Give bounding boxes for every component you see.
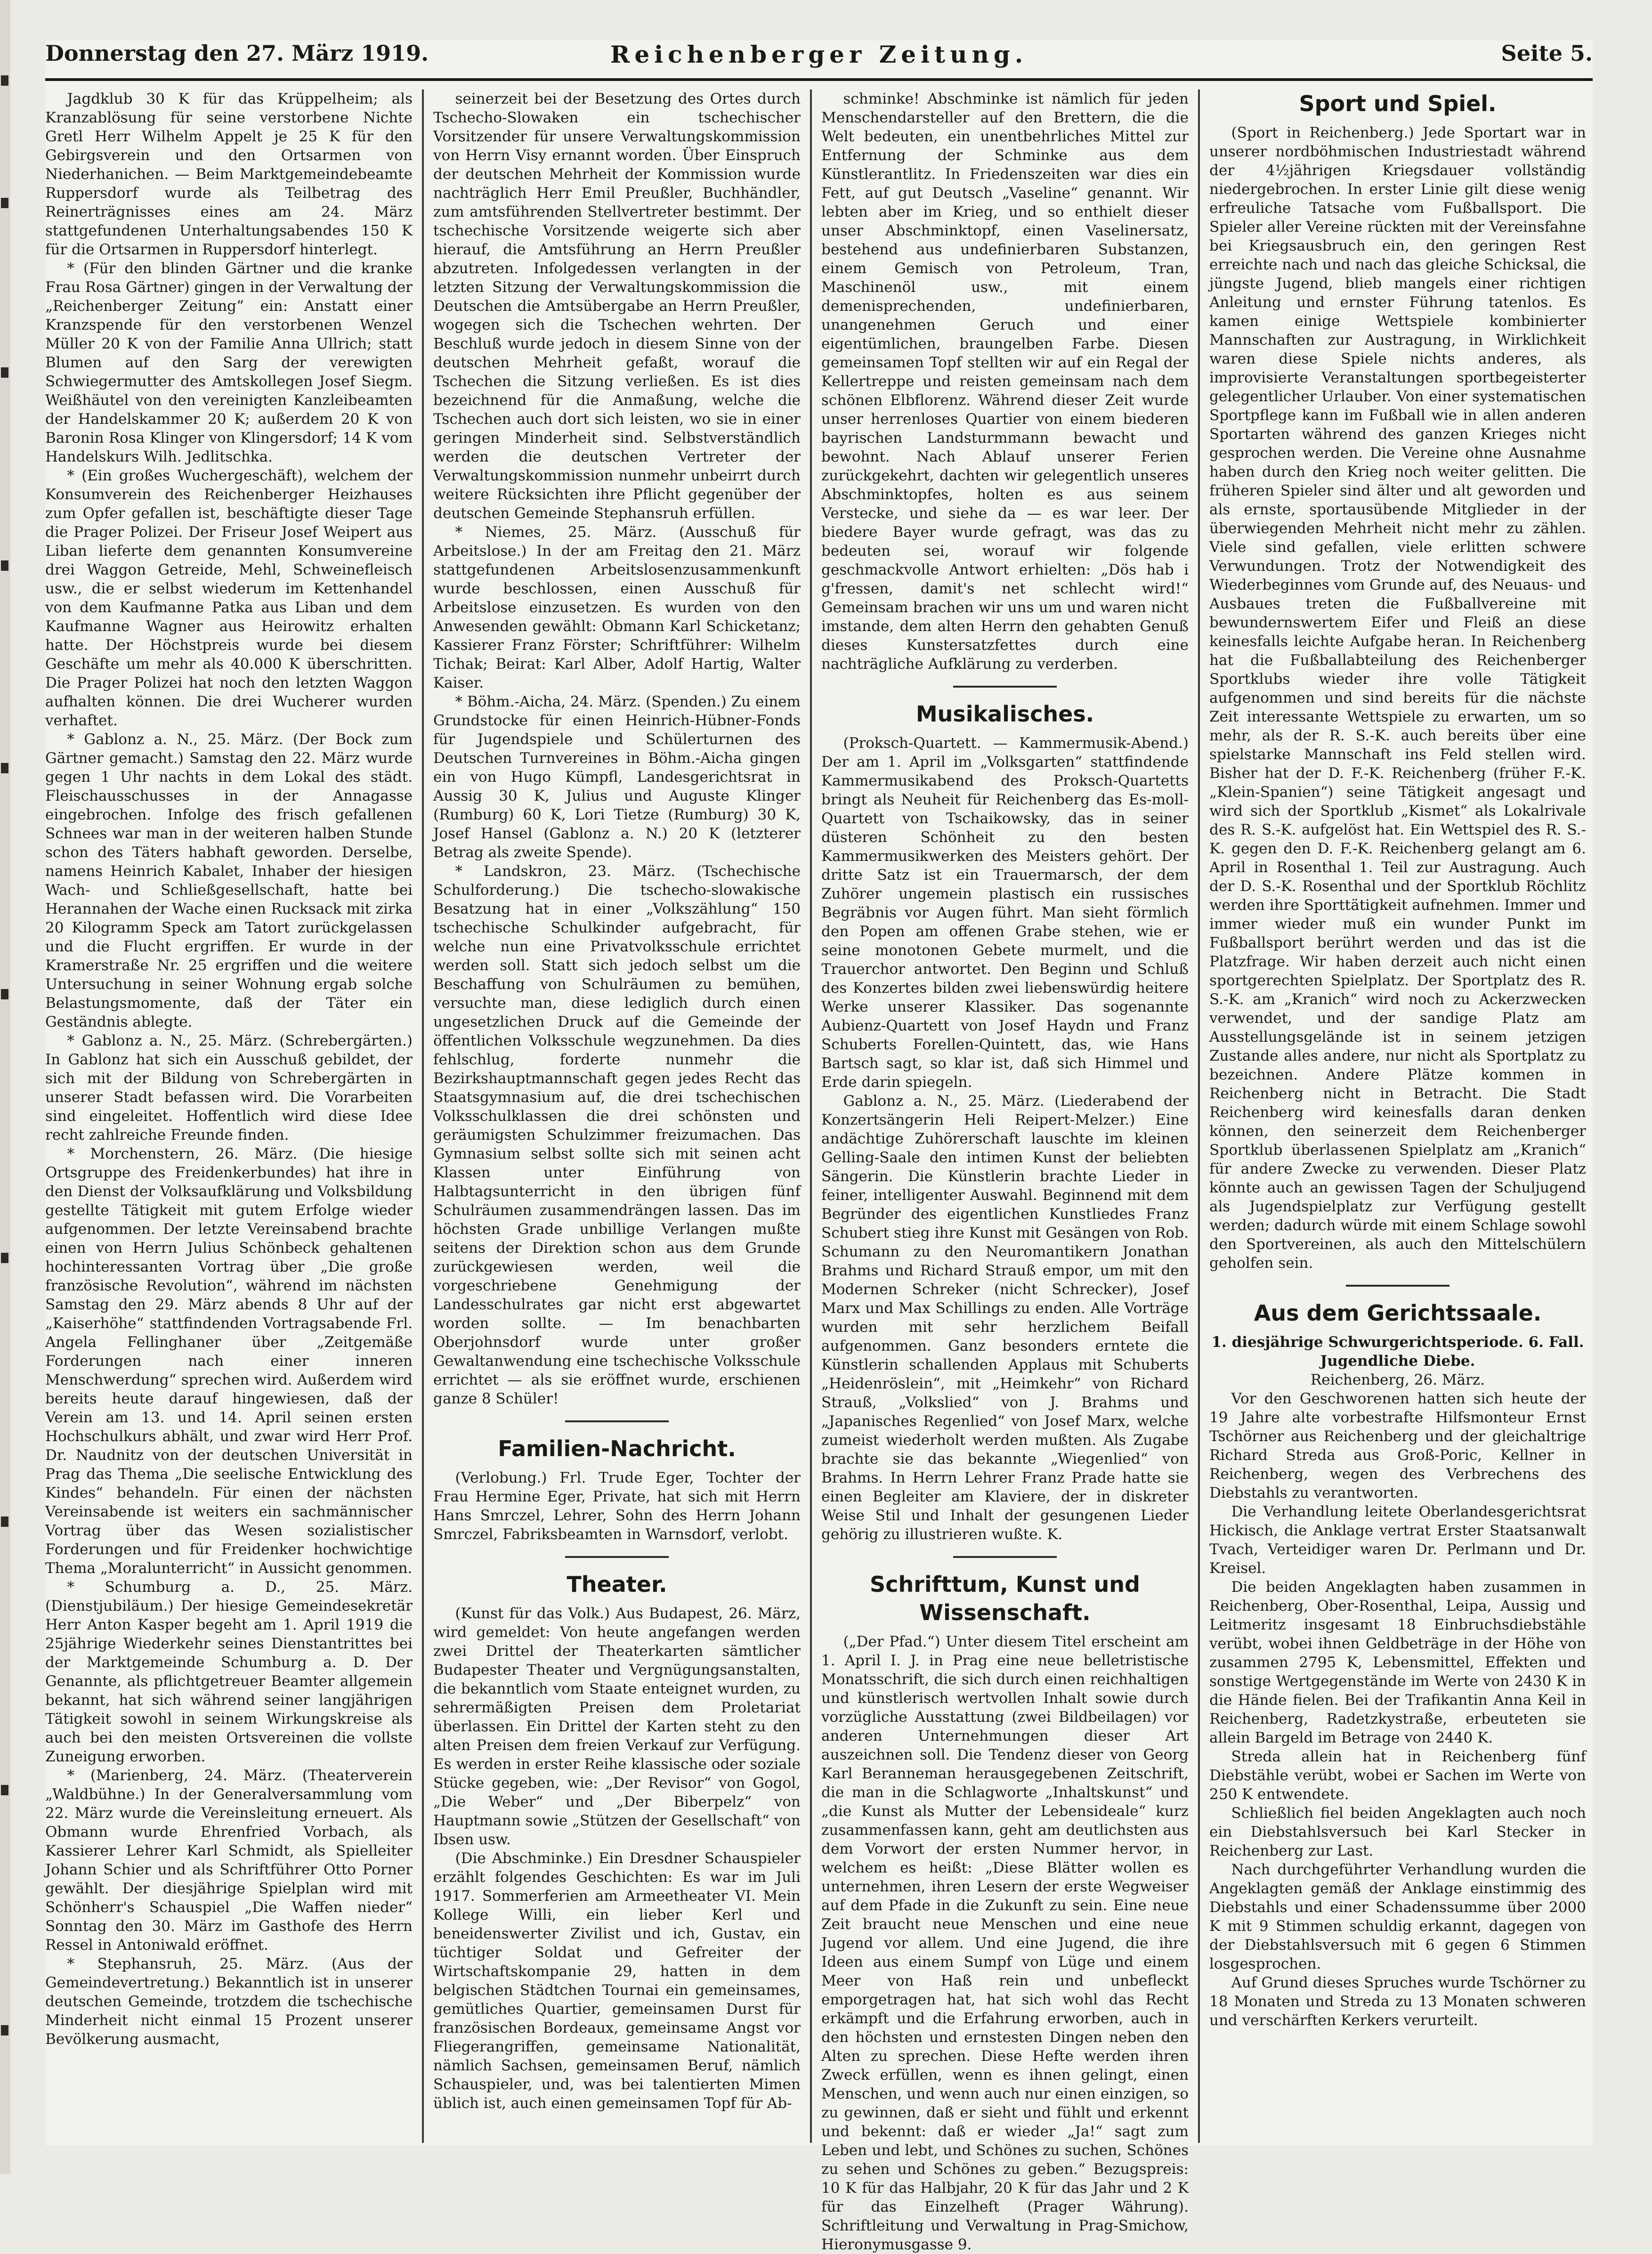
court-dateline: Reichenberg, 26. März. [1310,1371,1485,1388]
column-rule [810,89,812,2143]
article-paragraph: (Proksch-Quartett. — Kammermusik-Abend.) Der am 1. April im „Volksgarten“ stattfindende Kammermusikabend des Proksch-Quartetts bringt als Neuheit für Reichenberg das Es-moll-Quartett von Tschaikowsky, das in seiner düsteren Schönheit zu den besten Kammermusikwerken des Meisters gehört. Der dritte Satz ist ein Trauermarsch, der dem Zuhörer ungemein plastisch ein russisches Begräbnis vor Augen führt. Man sieht förmlich den Popen am offenen Grabe stehen, wie er seine monotonen Gebete murmelt, und die Trauerchor antwortet. Den Beginn und Schluß des Konzertes bilden zwei liebenswürdig heitere Werke unserer Klassiker. Das sogenannte Aubienz-Quartett von Josef Haydn und Franz Schuberts Forellen-Quintett, das, wie Hans Bartsch sagt, so klar ist, daß sich Himmel und Erde darin spiegeln. [821,735,1189,1091]
article-paragraph: Jagdklub 30 K für das Krüppelheim; als Kranzablösung für seine verstorbene Nichte Gretl Herr Wilhelm Appelt je 25 K für den Gebirgsverein und den Ortsarmen von Niederhanichen. — Beim Marktgemeindebeamte Ruppersdorf wurde als Teilbetrag des Reinerträgnisses eines am 24. März stattgefundenen Unterhaltungsabendes 150 K für die Ortsarmen in Ruppersdorf hinterlegt. [45,90,413,258]
article-paragraph: Nach durchgeführter Verhandlung wurden die Angeklagten gemäß der Anklage einstimmig des Diebstahls und einer Schadenssumme über 2000 K mit 9 Stimmen schuldig erkannt, dagegen von der Diebstahlsversuch mit 6 gegen 6 Stimmen losgesprochen. [1209,1861,1586,1972]
article-paragraph: Streda allein hat in Reichenberg fünf Diebstähle verübt, wobei er Sachen im Werte von 250 K entwendete. [1209,1748,1586,1803]
article-paragraph: * Gablonz a. N., 25. März. (Schrebergärten.) In Gablonz hat sich ein Ausschuß gebildet, der sich mit der Bildung von Schrebergärten in unserer Stadt befassen wird. Die Vorarbeiten sind eingeleitet. Hoffentlich wird diese Idee recht zahlreiche Freunde finden. [45,1032,413,1143]
court-case-title: Jugendliche Diebe. [1320,1353,1475,1370]
page-header [45,41,1593,81]
article-paragraph: * Gablonz a. N., 25. März. (Der Bock zum Gärtner gemacht.) Samstag den 22. März wurde gegen 1 Uhr nachts in dem Lokal des städt. Fleischausschusses in der Annagasse eingebrochen. Infolge des frisch gefallenen Schnees war man in der weiteren halben Stunde schon des Täters habhaft geworden. Derselbe, namens Heinrich Kabalet, Inhaber der hiesigen Wach- und Schließgesellschaft, hatte bei Herannahen der Wache einen Rucksack mit zirka 20 Kilogramm Speck am Tatort zurückgelassen und die Flucht ergriffen. Er wurde in der Kramerstraße Nr. 25 ergriffen und die weitere Untersuchung in seiner Wohnung ergab solche Belastungsmomente, daß der Täter ein Geständnis ablegte. [45,731,413,1030]
section-separator [1346,1285,1450,1287]
section-separator [953,686,1057,688]
article-paragraph: * Niemes, 25. März. (Ausschuß für Arbeitslose.) In der am Freitag den 21. März stattgefundenen Arbeitslosenzusammenkunft wurde beschlossen, einen Ausschuß für Arbeitslose einzusetzen. Es wurden von den Anwesenden gewählt: Obmann Karl Schicketanz; Kassierer Franz Förster; Schriftführer: Wilhelm Tichak; Beirat: Karl Alber, Adolf Hartig, Walter Kaiser. [433,524,801,691]
section-heading-literature: Schrifttum, Kunst und Wissenschaft. [870,1572,1140,1625]
section-separator [565,1556,669,1558]
column-rule [1198,89,1200,2143]
article-paragraph: * Schumburg a. D., 25. März. (Dienstjubiläum.) Der hiesige Gemeindesekretär Herr Anton Kasper begeht am 1. April 1919 die 25jährige Wiederkehr seines Dienstantrittes bei der Marktgemeinde Schumburg a. D. Der Genannte, als pflichtgetreuer Beamter allgemein bekannt, hat sich während seiner langjährigen Tätigkeit sowohl in seinem Wirkungskreise als auch bei den meisten Ortsvereinen die vollste Zuneigung erworben. [45,1579,413,1765]
article-paragraph: („Der Pfad.“) Unter diesem Titel erscheint am 1. April I. J. in Prag eine neue belletristische Monatsschrift, die sich durch einen reichhaltigen und künstlerisch wertvollen Inhalt sowie durch vorzügliche Ausstattung (zwei Bildbeilagen) vor anderen Unternehmungen dieser Art auszeichnen soll. Die Tendenz dieser von Georg Karl Beranneman herausgegebenen Zeitschrift, die man in die Schlagworte „Inhaltskunst“ und „die Kunst als Mutter der Lebensideale“ kurz zusammenfassen kann, geht am deutlichsten aus dem Vorwort der ersten Nummer hervor, in welchem es heißt: „Diese Blätter wollen es unternehmen, ihren Lesern der erste Wegweiser auf dem Pfade in die Zukunft zu sein. Eine neue Zeit braucht neue Menschen und eine neue Jugend vor allem. Und eine Jugend, die ihre Ideen aus einem Sumpf von Lüge und einem Meer von Haß rein und unbefleckt emporgetragen hat, hat sich wohl das Recht erkämpft und die Erfahrung erworben, auch in den höchsten und ernstesten Dingen neben den Alten zu sprechen. Diese Hefte werden ihren Zweck erfüllen, wenn es ihnen gelingt, einen Menschen, und wenn auch nur einen einzigen, so zu gewinnen, daß er sieht und fühlt und erkennt und bekennt: daß er wieder „Ja!“ sagt zum Leben und lebt, und Schönes zu suchen, Schönes zu sehen und Schönes zu geben.“ Bezugspreis: 10 K für das Halbjahr, 20 K für das Jahr und 2 K für das Einzelheft (Prager Währung). Schriftleitung und Verwaltung in Prag-Smichow, Hieronymusgasse 9. [821,1633,1189,2253]
section-heading-court: Aus dem Gerichtssaale. [1254,1300,1542,1326]
court-session-line: 1. diesjährige Schwurgerichtsperiode. 6. Fall. [1211,1334,1584,1351]
section-separator [953,1556,1057,1558]
article-paragraph: * (Ein großes Wuchergeschäft), welchem der Konsumverein des Reichenberger Heizhauses zum Opfer gefallen ist, beschäftigte dieser Tage die Prager Polizei. Der Friseur Josef Weipert aus Liban lieferte dem genannten Konsumvereine drei Waggon Getreide, Mehl, Schweinefleisch usw., die er selbst wiederum im Kettenhandel von dem Kaufmanne Patka aus Liban und dem Kaufmanne Wagner aus Heirowitz erhalten hatte. Der Höchstpreis wurde bei diesem Geschäfte um mehr als 40.000 K überschritten. Die Prager Polizei hat noch den letzten Waggon aufhalten können. Die drei Wucherer wurden verhaftet. [45,467,413,729]
column-3 [821,89,1189,2253]
article-paragraph: schminke! Abschminke ist nämlich für jeden Menschendarsteller auf den Brettern, die die Welt bedeuten, ein unentbehrliches Mittel zur Entfernung der Schminke aus dem Künstlerantlitz. In Friedenszeiten war dies ein Fett, auf gut Deutsch „Vaseline“ genannt. Wir lebten aber im Krieg, und so enthielt dieser unser Abschminktopf, einen Vaselinersatz, bestehend aus undefinierbaren Substanzen, einem Gemisch von Petroleum, Tran, Maschinenöl usw., mit einem demenisprechenden, undefinierbaren, unangenehmen Geruch und einer eigentümlichen, braungelben Farbe. Diesen gemeinsamen Topf stellten wir auf ein Regal der Kellertreppe und reisten gemeinsam nach dem schönen Elbflorenz. Während dieser Zeit wurde unser herrenloses Quartier von einem biederen bayrischen Landsturmmann bewacht und bewohnt. Nach Ablauf unserer Ferien zurückgekehrt, dachten wir gelegentlich unseres Abschminktopfes, holten es aus seinem Verstecke, und siehe da — es war leer. Der biedere Bayer wurde gefragt, was das zu bedeuten sei, worauf wir folgende geschmackvolle Antwort erhielten: „Dös hab i g'fressen, damit's net schlecht wird!“ Gemeinsam brachen wir uns um und waren nicht imstande, dem alten Herrn den gehabten Genuß dieses Kunstersatzfettes durch eine nachträgliche Aufklärung zu verderben. [821,90,1189,673]
article-paragraph: (Sport in Reichenberg.) Jede Sportart war in unserer nordböhmischen Industriestadt während der 4½jährigen Kriegsdauer vollständig niedergebrochen. In erster Linie gilt diese wenig erfreuliche Tatsache vom Fußballsport. Die Spieler aller Vereine rückten mit der Vereinsfahne bei Kriegsausbruch ein, den geringen Rest erreichte nach und nach das gleiche Schicksal, die jüngste Jugend, blieb mangels einer richtigen Anleitung und ernster Führung tatenlos. Es kamen einige Wettspiele kombinierter Mannschaften zur Austragung, in Wirklichkeit waren diese Spiele nichts anderes, als improvisierte Veranstaltungen sportbegeisterter gelegentlicher Urlauber. Von einer systematischen Sportpflege kann im Fußball wie in allen anderen Sportarten während des ganzen Krieges nicht gesprochen werden. Die Vereine ohne Ausnahme haben durch den Krieg noch weiter gelitten. Die früheren Spieler sind älter und alt geworden und als ernste, sportausübende Mitglieder in der überwiegenden Mehrheit nicht mehr zu zählen. Viele sind gefallen, viele erlitten schwere Verwundungen. Trotz der Notwendigkeit des Wiederbeginnes vom Grunde auf, des Neuaus- und Ausbaues treten die Fußballvereine mit bewundernswertem Eifer und Fleiß an diese keinesfalls leichte Aufgabe heran. In Reichenberg hat die Fußballabteilung des Reichenberger Sportklubs wieder ihre volle Tätigkeit aufgenommen und sind bereits für die nächste Zeit interessante Wettspiele zu erwarten, um so mehr, als der R. S.-K. auch bereits über eine spielstarke Mannschaft ins Feld stellen wird. Bisher hat der D. F.-K. Reichenberg (früher F.-K. „Klein-Spanien“) seine Tätigkeit angesagt und wird sich der Sportklub „Kismet“ als Lokalrivale des R. S.-K. aufgelöst hat. Ein Wettspiel des R. S.-K. gegen den D. F.-K. Reichenberg gelangt am 6. April in Rosenthal 1. Teil zur Austragung. Auch der D. S.-K. Rosenthal und der Sportklub Röchlitz werden ihre Sporttätigkeit aufnehmen. Immer und immer wieder muß ein wunder Punkt im Fußballsport berührt werden und das ist die Platzfrage. Wir haben derzeit auch nicht einen sportgerechten Spielplatz. Der Sportplatz des R. S.-K. am „Kranich“ wird noch zu Ackerzwecken verwendet, und der sandige Platz am Ausstellungsgelände ist in seinem jetzigen Zustande alles andere, nur nicht als Sportplatz zu bezeichnen. Andere Plätze kommen in Reichenberg nicht in Betracht. Die Stadt Reichenberg wird keinesfalls daran denken können, den seinerzeit dem Reichenberger Sportklub überlassenen Spielplatz am „Kranich“ für andere Zwecke zu verwenden. Dieser Platz könnte auch an gewissen Tagen der Schuljugend als Jugendspielplatz zur Verfügung gestellt werden; dadurch würde mit einem Schlage sowohl den Sportvereinen, als auch den Mittelschülern geholfen sein. [1209,124,1586,1272]
section-separator [565,1420,669,1422]
article-paragraph: Die beiden Angeklagten haben zusammen in Reichenberg, Ober-Rosenthal, Leipa, Aussig und Leitmeritz insgesamt 18 Einbruchsdiebstähle verübt, wobei ihnen Geldbeträge in der Höhe von zusammen 2795 K, Lebensmittel, Effekten und sonstige Wertgegenstände im Werte von 2430 K in die Hände fielen. Bei der Trafikantin Anna Keil in Reichenberg, Radetzkystraße, erbeuteten sie allein Bargeld im Betrage von 2440 K. [1209,1579,1586,1746]
article-paragraph: Vor den Geschworenen hatten sich heute der 19 Jahre alte vorbestrafte Hilfsmonteur Ernst Tschörner aus Reichenberg und der gleichaltrige Richard Streda aus Groß-Poric, Kellner in Reichenberg, wegen des Verbrechens des Diebstahls zu verantworten. [1209,1390,1586,1501]
column-rule [422,89,424,2143]
article-paragraph: * Morchenstern, 26. März. (Die hiesige Ortsgruppe des Freidenkerbundes) hat ihre in den Dienst der Volksaufklärung und Volksbildung gestellte Tätigkeit mit gutem Erfolge wieder aufgenommen. Der letzte Vereinsabend brachte einen von Herrn Julius Schönbeck gehaltenen hochinteressanten Vortrag über „Die große französische Revolution“, während im nächsten Samstag den 29. März abends 8 Uhr auf der „Kaiserhöhe“ stattfindenden Vortragsabende Frl. Angela Fellinghaner über „Zeitgemäße Forderungen nach einer inneren Menschwerdung“ sprechen wird. Außerdem wird bereits heute darauf hingewiesen, daß der Verein am 13. und 14. April seinen ersten Hochschulkurs abhält, und zwar wird Herr Prof. Dr. Naudnitz von der deutschen Universität in Prag das Thema „Die seelische Entwicklung des Kindes“ behandeln. Für einen der nächsten Vereinsabende ist weiters ein sachmännischer Vortrag über das Wesen sozialistischer Forderungen und für Freidenker hochwichtige Thema „Moralunterricht“ in Aussicht genommen. [45,1145,413,1577]
article-paragraph: * Böhm.-Aicha, 24. März. (Spenden.) Zu einem Grundstocke für einen Heinrich-Hübner-Fonds für Jugendspiele und Schülerturnen des Deutschen Turnvereines in Böhm.-Aicha gingen ein von Hugo Kümpfl, Landesgerichtsrat in Aussig 30 K, Julius und Auguste Klinger (Rumburg) 60 K, Lori Tietze (Rumburg) 30 K, Josef Hansel (Gablonz a. N.) 20 K (letzterer Betrag als zweite Spende). [433,693,801,861]
section-heading-family: Familien-Nachricht. [498,1436,736,1461]
page-number: Seite 5. [1501,41,1593,66]
newspaper-title: Reichenberger Zeitung. [610,41,1028,68]
article-paragraph: * Landskron, 23. März. (Tschechische Schulforderung.) Die tschecho-slowakische Besatzung hat in einer „Volkszählung“ 150 tschechische Schulkinder aufgebracht, für welche nun eine Privatvolksschule errichtet werden soll. Statt sich jedoch selbst um die Beschaffung von Schulräumen zu bemühen, versuchte man, diese lediglich durch einen ungesetzlichen Druck auf die Gemeinde der öffentlichen Volksschule wegzunehmen. Da dies fehlschlug, forderte nunmehr die Bezirkshauptmannschaft gegen jedes Recht das Staatsgymnasium auf, die drei tschechischen Volksschulklassen die drei schönsten und geräumigsten Schulzimmer freizumachen. Das Gymnasium selbst sollte sich mit seinen acht Klassen unter Einführung von Halbtagsunterricht in den übrigen fünf Schulräumen zusammendrängen lassen. Das im höchsten Grade unbillige Verlangen mußte seitens der Direktion schon aus dem Grunde zurückgewiesen werden, weil die vorgeschriebene Genehmigung der Landesschulrates gar nicht erst abgewartet worden sollte. — Im benachbarten Oberjohnsdorf wurde unter großer Gewaltanwendung eine tschechische Volksschule errichtet — als sie eröffnet wurde, erschienen ganze 8 Schüler! [433,863,801,1407]
article-paragraph: (Kunst für das Volk.) Aus Budapest, 26. März, wird gemeldet: Von heute angefangen werden zwei Drittel der Theaterkarten sämtlicher Budapester Theater und Vergnügungsanstalten, die bekanntlich vom Staate enteignet wurden, zu sehrermäßigten Preisen dem Proletariat überlassen. Ein Drittel der Karten steht zu den alten Preisen dem freien Verkauf zur Verfügung. Es werden in erster Reihe klassische oder soziale Stücke gegeben, wie: „Der Revisor“ von Gogol, „Die Weber“ und „Der Biberpelz“ von Hauptmann sowie „Stützen der Gesellschaft“ von Ibsen usw. [433,1605,801,1848]
article-paragraph: * (Marienberg, 24. März. (Theaterverein „Waldbühne.) In der Generalversammlung vom 22. März wurde die Vereinsleitung erneuert. Als Obmann wurde Ehrenfried Vorbach, als Kassierer Lehrer Karl Schmidt, als Spielleiter Johann Schier und als Schriftführer Otto Porner gewählt. Der diesjährige Spielplan wird mit Schönherr's Schauspiel „Die Waffen nieder“ Sonntag den 30. März im Gasthofe des Herrn Ressel in Antoniwald eröffnet. [45,1767,413,1954]
article-paragraph: Gablonz a. N., 25. März. (Liederabend der Konzertsängerin Heli Reipert-Melzer.) Eine andächtige Zuhörerschaft lauschte im kleinen Gelling-Saale den intimen Kunst der beliebten Sängerin. Die Künstlerin brachte Lieder in feiner, intelligenter Auswahl. Beginnend mit dem Begründer des eigentlichen Kunstliedes Franz Schubert stieg ihre Kunst mit Gesängen von Rob. Schumann zu den Neuromantikern Jonathan Brahms und Richard Strauß empor, um mit den Modernen Schreker (nicht Schrecker), Josef Marx und Max Schillings zu enden. Alle Vorträge wurden mit sehr herzlichem Beifall aufgenommen. Ganz besonders erntete die Künstlerin schallenden Applaus mit Schuberts „Heidenröslein“, mit „Heimkehr“ von Richard Strauß, „Volkslied“ von J. Brahms und „Japanisches Regenlied“ von Josef Marx, welche zumeist wiederholt werden mußten. Als Zugabe brachte sie das bekannte „Wiegenlied“ von Brahms. In Herrn Lehrer Franz Prade hatte sie einen Begleiter am Klaviere, der in diskreter Weise Stil und Inhalt der gesungenen Lieder gehörig zu illustrieren wußte. K. [821,1093,1189,1543]
article-paragraph: Schließlich fiel beiden Angeklagten auch noch ein Diebstahlsversuch bei Karl Stecker in Reichenberg zur Last. [1209,1805,1586,1859]
section-heading-music: Musikalisches. [915,701,1094,727]
header-date: Donnerstag den 27. März 1919. [45,41,429,66]
article-paragraph: (Die Abschminke.) Ein Dresdner Schauspieler erzählt folgendes Geschichten: Es war im Juli 1917. Sommerferien am Armeetheater VI. Mein Kollege Willi, ein lieber Kerl und beneidenswerter Zivilist und ich, Gustav, ein tüchtiger Soldat und Gefreiter der Wirtschaftskompanie 29, hatten in dem belgischen Städtchen Tournai ein gemeinsames, gemütliches Quartier, gemeinsamen Durst für französischen Bordeaux, gemeinsame Angst vor Fliegerangriffen, gemeinsame Nationalität, nämlich Sachsen, gemeinsamen Beruf, nämlich Schauspieler, und, was bei talentierten Mimen üblich ist, auch einen gemeinsamen Topf für Ab- [433,1850,801,2112]
section-heading-sport: Sport und Spiel. [1299,91,1497,116]
article-paragraph: (Verlobung.) Frl. Trude Eger, Tochter der Frau Hermine Eger, Private, hat sich mit Herrn Hans Smrczel, Lehrer, Sohn des Herrn Johann Smrczel, Fabriksbeamten in Warnsdorf, verlobt. [433,1469,801,1543]
column-1 [45,89,413,2146]
column-2 [433,89,801,2146]
article-paragraph: seinerzeit bei der Besetzung des Ortes durch Tschecho-Slowaken ein tschechischer Vorsitzender für unsere Verwaltungskommission von Herrn Visy ernannt worden. Über Einspruch der deutschen Mehrheit der Kommission wurde nachträglich Herr Emil Preußler, Buchhändler, zum amtsführenden Stellvertreter bestimmt. Der tschechische Vorsitzende weigerte sich aber hierauf, die Amtsführung an Herrn Preußler abzutreten. Infolgedessen verlangten in der letzten Sitzung der Verwaltungskommission die Deutschen die Amtsübergabe an Herrn Preußler, wogegen sich die Tschechen wehrten. Der Beschluß wurde jedoch in diesem Sinne von der deutschen Mehrheit gefaßt, worauf die Tschechen die Sitzung verließen. Es ist dies bezeichnend für die Anmaßung, welche die Tschechen auch dort sich leisten, wo sie in einer geringen Minderheit sind. Selbstverständlich werden die deutschen Vertreter der Verwaltungskommission nunmehr unbeirrt durch weitere Rücksichten ihre Pflicht gegenüber der deutschen Gemeinde Stephansruh erfüllen. [433,90,801,522]
column-4 [1209,89,1586,2146]
article-paragraph: Die Verhandlung leitete Oberlandesgerichtsrat Hickisch, die Anklage vertrat Erster Staatsanwalt Tvach, Verteidiger waren Dr. Perlmann und Dr. Kreisel. [1209,1503,1586,1577]
section-heading-theater: Theater. [567,1572,667,1597]
scan-edge-strip [0,0,10,2174]
article-paragraph: Auf Grund dieses Spruches wurde Tschörner zu 18 Monaten und Streda zu 13 Monaten schweren und verschärften Kerkers verurteilt. [1209,1974,1586,2029]
newspaper-page [45,41,1593,2253]
article-paragraph: * (Für den blinden Gärtner und die kranke Frau Rosa Gärtner) gingen in der Verwaltung der „Reichenberger Zeitung“ ein: Anstatt einer Kranzspende für den verstorbenen Wenzel Müller 20 K von der Familie Anna Ullrich; statt Blumen auf den Sarg der verewigten Schwiegermutter des Amtskollegen Josef Siegm. Weißhäutel von den vereinigten Kanzleibeamten der Handelskammer 20 K; außerdem 20 K von Baronin Rosa Klinger von Klingersdorf; 14 K vom Handelskurs Wilh. Jedlitschka. [45,260,413,465]
article-paragraph: * Stephansruh, 25. März. (Aus der Gemeindevertretung.) Bekanntlich ist in unserer deutschen Gemeinde, trotzdem die tschechische Minderheit nicht einmal 15 Prozent unserer Bevölkerung ausmacht, [45,1955,413,2048]
